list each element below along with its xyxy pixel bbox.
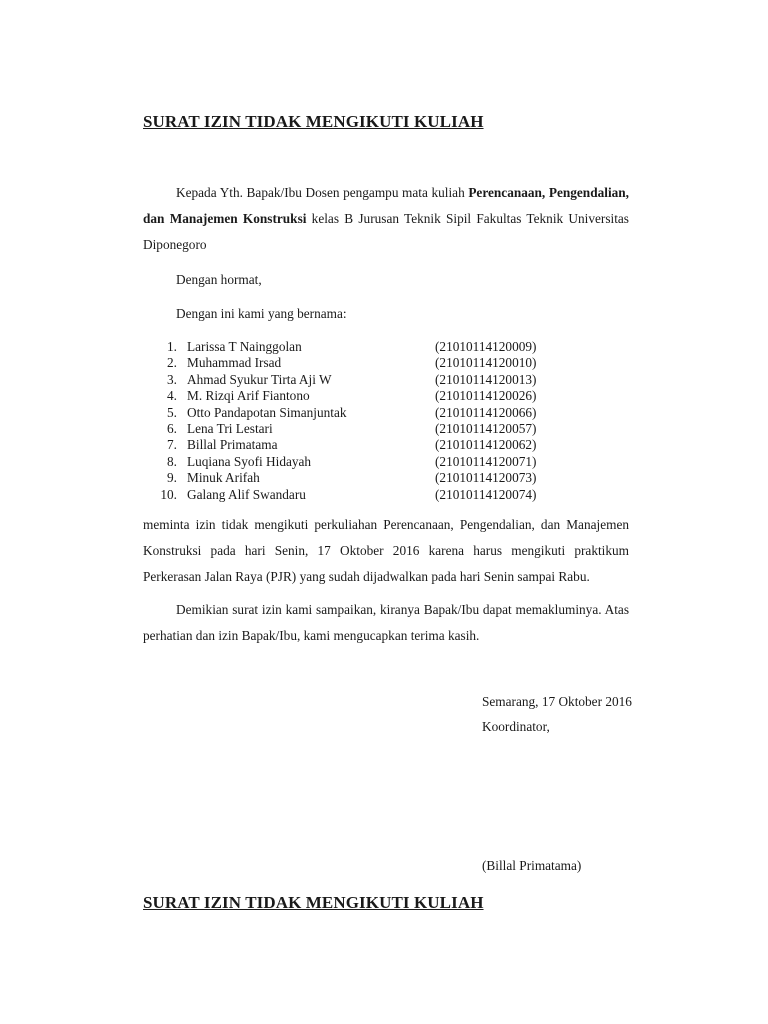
list-number: 8 . [143, 454, 177, 470]
greeting: Dengan hormat, [176, 272, 262, 287]
student-nim: (21010114120010) [435, 355, 537, 371]
student-name: Lena Tri Lestari [187, 420, 273, 436]
student-nim: (21010114120074) [435, 486, 537, 502]
student-nim: (21010114120026) [435, 388, 537, 404]
list-item [143, 339, 629, 355]
student-nim: (21010114120073) [435, 470, 537, 486]
list-item [143, 372, 629, 388]
addressee-prefix: Kepada Yth. Bapak/Ibu Dosen pengampu mata kuliah [176, 185, 469, 200]
student-nim: (21010114120071) [435, 453, 537, 469]
student-name: Galang Alif Swandaru [187, 486, 306, 502]
signature-name: (Billal Primatama) [482, 858, 582, 873]
letter-title: SURAT IZIN TIDAK MENGIKUTI KULIAH [143, 112, 484, 131]
student-name: Billal Primatama [187, 437, 278, 453]
student-name: Larissa T Nainggolan [187, 339, 302, 354]
list-number: 7 . [143, 437, 177, 453]
course-name: Perencanaan, Pengendalian, dan Manajemen Konstruksi [143, 185, 630, 226]
list-item [143, 454, 629, 470]
student-name: Otto Pandapotan Simanjuntak [187, 404, 347, 420]
student-nim: (21010114120057) [435, 420, 537, 436]
list-item [143, 470, 629, 486]
list-number: 3 . [143, 372, 177, 388]
student-nim: (21010114120013) [435, 371, 537, 387]
addressee-suffix: kelas B Jurusan Teknik Sipil Fakultas Teknik Universitas Diponegoro [143, 211, 629, 252]
request-paragraph: meminta izin tidak mengikuti perkuliahan Perencanaan, Pengendalian, dan Manajemen Konstruksi pada hari Senin, 17 Oktober 2016 karena harus mengikuti praktikum Perkerasan Jalan Raya (PJR) yang sudah dijadwalkan pada hari Senin sampai Rabu. [143, 517, 629, 584]
list-number: 2 . [143, 355, 177, 371]
signature-place-date: Semarang, 17 Oktober 2016 [482, 694, 632, 709]
student-nim: (21010114120066) [435, 404, 537, 420]
student-name: Ahmad Syukur Tirta Aji W [187, 371, 332, 387]
list-number: 10 . [143, 487, 177, 503]
list-item [143, 405, 629, 421]
list-item [143, 487, 629, 503]
list-item [143, 388, 629, 404]
closing-paragraph: Demikian surat izin kami sampaikan, kiranya Bapak/Ibu dapat memakluminya. Atas perhatian dan izin Bapak/Ibu, kami mengucapkan terima kasih. [143, 602, 629, 643]
list-number: 1 . [143, 339, 177, 355]
list-number: 4 . [143, 388, 177, 404]
addressee-paragraph [143, 180, 629, 258]
list-number: 6 . [143, 421, 177, 437]
student-nim: (21010114120009) [435, 339, 537, 354]
lead-in: Dengan ini kami yang bernama: [176, 306, 347, 321]
list-item [143, 421, 629, 437]
student-nim: (21010114120062) [435, 437, 537, 453]
list-item [143, 437, 629, 453]
list-number: 5 . [143, 405, 177, 421]
student-list [143, 339, 629, 503]
signature-role: Koordinator, [482, 719, 550, 734]
next-page-title: SURAT IZIN TIDAK MENGIKUTI KULIAH [143, 893, 484, 912]
student-name: Luqiana Syofi Hidayah [187, 453, 312, 469]
student-name: Minuk Arifah [187, 470, 260, 486]
list-item [143, 355, 629, 371]
student-name: Muhammad Irsad [187, 355, 282, 371]
list-number: 9 . [143, 470, 177, 486]
student-name: M. Rizqi Arif Fiantono [187, 388, 310, 404]
